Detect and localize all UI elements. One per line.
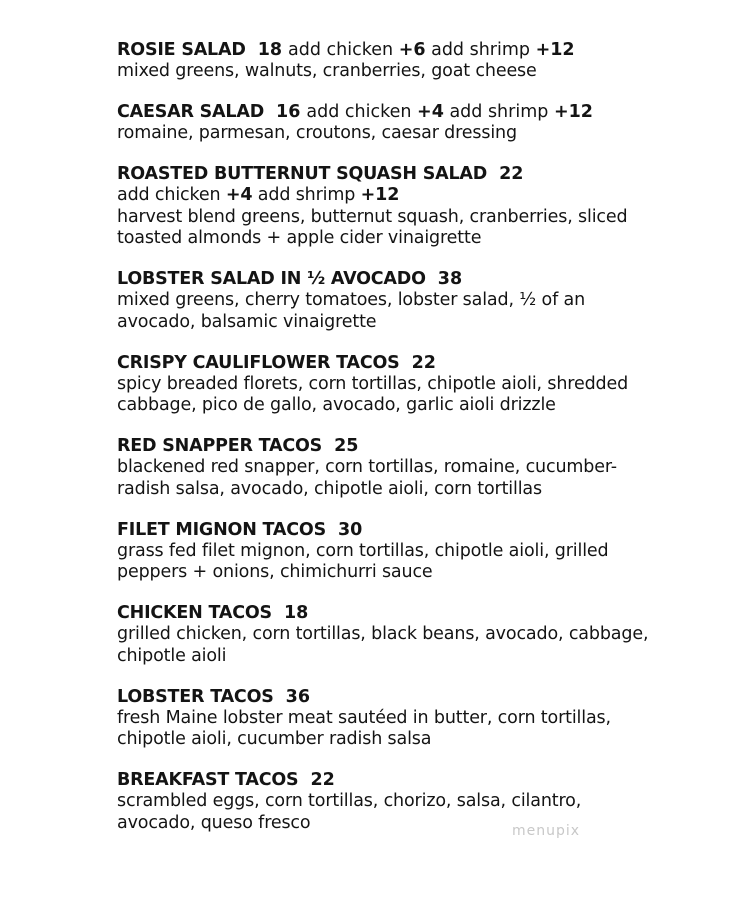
item-description: avocado, balsamic vinaigrette (117, 311, 377, 332)
item-heading (117, 102, 717, 123)
item-price: 16 (276, 102, 301, 122)
item-heading (117, 770, 717, 791)
item-price: 25 (334, 436, 359, 456)
item-price: 18 (283, 603, 309, 623)
item-name: LOBSTER TACOS (117, 686, 274, 707)
item-heading (117, 40, 717, 61)
menu-item (117, 770, 717, 834)
item-description: radish salsa, avocado, chipotle aioli, corn tortillas (117, 478, 542, 499)
item-name: CRISPY CAULIFLOWER TACOS (117, 352, 400, 373)
item-description: cabbage, pico de gallo, avocado, garlic aioli drizzle (117, 395, 556, 415)
item-heading (117, 687, 717, 708)
item-name: CAESAR SALAD (117, 102, 265, 122)
menu-item (117, 603, 717, 667)
item-description: harvest blend greens, butternut squash, cranberries, sliced (117, 206, 628, 227)
menu-item (117, 687, 717, 751)
item-price: 30 (338, 519, 363, 540)
item-description: scrambled eggs, corn tortillas, chorizo, salsa, cilantro, (117, 791, 582, 811)
item-extras: add chicken +6 add shrimp +12 (288, 40, 575, 60)
item-name: RED SNAPPER TACOS (117, 436, 323, 456)
item-description: blackened red snapper, corn tortillas, romaine, cucumber- (117, 457, 617, 477)
item-heading (117, 269, 717, 290)
item-description: grass fed filet mignon, corn tortillas, chipotle aioli, grilled (117, 540, 609, 561)
item-description: chipotle aioli, cucumber radish salsa (117, 729, 432, 749)
item-name: LOBSTER SALAD IN ½ AVOCADO (117, 269, 426, 289)
item-name: ROSIE SALAD (117, 40, 246, 60)
menu-item (117, 353, 717, 417)
item-description: mixed greens, walnuts, cranberries, goat cheese (117, 61, 537, 81)
item-heading (117, 436, 717, 457)
item-description: mixed greens, cherry tomatoes, lobster salad, ½ of an (117, 290, 586, 310)
item-price: 36 (285, 686, 311, 707)
item-extras: add chicken +4 add shrimp +12 (306, 102, 593, 122)
item-heading (117, 603, 717, 624)
item-description: avocado, queso fresco (117, 812, 311, 833)
item-name: BREAKFAST TACOS (117, 770, 299, 790)
item-name: ROASTED BUTTERNUT SQUASH SALAD (117, 164, 488, 184)
item-description: grilled chicken, corn tortillas, black beans, avocado, cabbage, (117, 624, 649, 644)
watermark: menupix (512, 823, 581, 839)
item-heading (117, 164, 717, 185)
item-price: 22 (499, 164, 524, 184)
menu-item (117, 520, 717, 584)
menu-item (117, 40, 717, 83)
item-extras: add chicken +4 add shrimp +12 (117, 185, 400, 205)
item-description: romaine, parmesan, croutons, caesar dressing (117, 123, 517, 143)
menu-list (117, 40, 717, 854)
item-price: 38 (437, 269, 463, 289)
menu-item (117, 269, 717, 333)
item-description: toasted almonds + apple cider vinaigrette (117, 228, 482, 248)
item-heading (117, 520, 717, 541)
item-description: fresh Maine lobster meat sautéed in butter, corn tortillas, (117, 707, 611, 728)
item-heading (117, 353, 717, 374)
item-description: chipotle aioli (117, 645, 227, 666)
menu-item (117, 102, 717, 145)
item-description: spicy breaded florets, corn tortillas, chipotle aioli, shredded (117, 373, 629, 394)
menu-item (117, 164, 717, 250)
item-price: 22 (310, 770, 335, 790)
item-name: CHICKEN TACOS (117, 603, 272, 623)
item-price: 18 (257, 40, 283, 60)
item-name: FILET MIGNON TACOS (117, 519, 326, 540)
menu-item (117, 436, 717, 500)
item-price: 22 (411, 352, 436, 373)
item-description: peppers + onions, chimichurri sauce (117, 562, 433, 582)
